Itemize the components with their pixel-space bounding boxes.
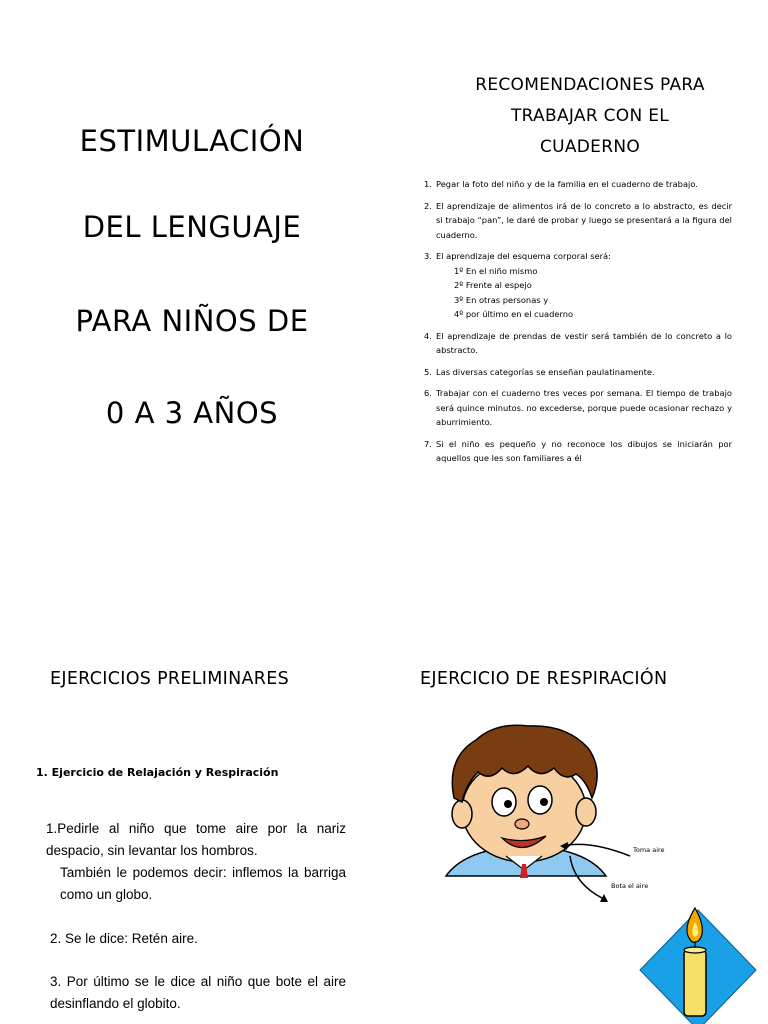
inhale-label: Toma aire	[633, 846, 665, 854]
candle-body	[684, 950, 706, 1016]
list-item	[410, 249, 732, 322]
breathing-title: EJERCICIO DE RESPIRACIÓN	[420, 669, 668, 689]
boy-eye-left	[492, 788, 516, 816]
list-subitem: 2º Frente al espejo	[454, 280, 532, 290]
inhale-arrow	[562, 844, 630, 856]
list-subitem: 4º por último en el cuaderno	[454, 309, 574, 319]
list-item-number: 4.	[424, 330, 432, 341]
list-subitem: 1º En el niño mismo	[454, 265, 538, 276]
list-item-number: 2.	[424, 200, 432, 211]
cover-title-line2: DEL LENGUAJE	[82, 210, 302, 244]
list-item-number: 1.	[424, 179, 432, 189]
recommendations-list	[410, 177, 732, 473]
breath-arrows	[540, 830, 640, 910]
list-item-text: Pegar la foto del niño y de la familia en el cuaderno de trabajo.	[436, 179, 698, 189]
list-item-number: 5.	[424, 366, 432, 377]
exhale-arrow	[570, 856, 606, 900]
recommendations-title-line1: RECOMENDACIONES PARA	[475, 75, 705, 95]
list-item-text: El aprendizaje de alimentos irá de lo concreto a lo abstracto, es decir si trabajo “pan”, le daré de probar y luego se presentará a la figura del cuaderno.	[436, 200, 732, 240]
recommendations-title-line2: TRABAJAR CON EL	[510, 106, 670, 126]
cover-title-line1: ESTIMULACIÓN	[79, 124, 305, 158]
list-item-text: Las diversas categorías se enseñan paulatinamente.	[436, 366, 655, 377]
list-item	[410, 386, 732, 430]
list-subitem: 3º En otras personas y	[454, 294, 549, 305]
list-item-text: El aprendizaje del esquema corporal será:	[436, 251, 611, 261]
recommendations-title-line3: CUADERNO	[539, 137, 641, 157]
list-item	[410, 199, 732, 243]
candle-illustration	[636, 904, 758, 1024]
boy-eye-right	[528, 786, 552, 814]
list-item-text: El aprendizaje de prendas de vestir será también de lo concreto a lo abstracto.	[436, 330, 732, 355]
step-1-extra-text: También le podemos decir: inflemos la barriga como un globo.	[60, 865, 346, 902]
list-item-text: Trabajar con el cuaderno tres veces por semana. El tiempo de trabajo será quince minutos. no excederse, porque puede ocasionar rechazo y aburrimiento.	[436, 388, 732, 427]
list-item-number: 3.	[424, 251, 432, 261]
list-item-number: 7.	[424, 438, 432, 449]
list-item	[410, 437, 732, 466]
list-item	[410, 329, 732, 358]
exercise-heading: 1. Ejercicio de Relajación y Respiración	[36, 766, 279, 779]
step-3-text: 3. Por último se le dice al niño que bote el aire desinflando el globito.	[50, 974, 346, 1011]
list-item-text: Si el niño es pequeño y no reconoce los dibujos se iniciarán por aquellos que les son familiares a él	[436, 438, 732, 463]
recommendations-title	[440, 70, 740, 163]
exhale-label: Bota el aire	[611, 882, 649, 890]
list-item	[410, 365, 732, 380]
list-item	[410, 177, 732, 192]
step-1-text: 1.Pedirle al niño que tome aire por la nariz despacio, sin levantar los hombros.	[46, 821, 346, 858]
preliminary-title: EJERCICIOS PRELIMINARES	[50, 669, 289, 689]
list-item-number: 6.	[424, 388, 432, 398]
cover-title-line3: PARA NIÑOS DE	[75, 304, 309, 338]
cover-title-line4: 0 A 3 AÑOS	[105, 396, 279, 430]
step-2-text: 2. Se le dice: Retén aire.	[50, 931, 198, 946]
